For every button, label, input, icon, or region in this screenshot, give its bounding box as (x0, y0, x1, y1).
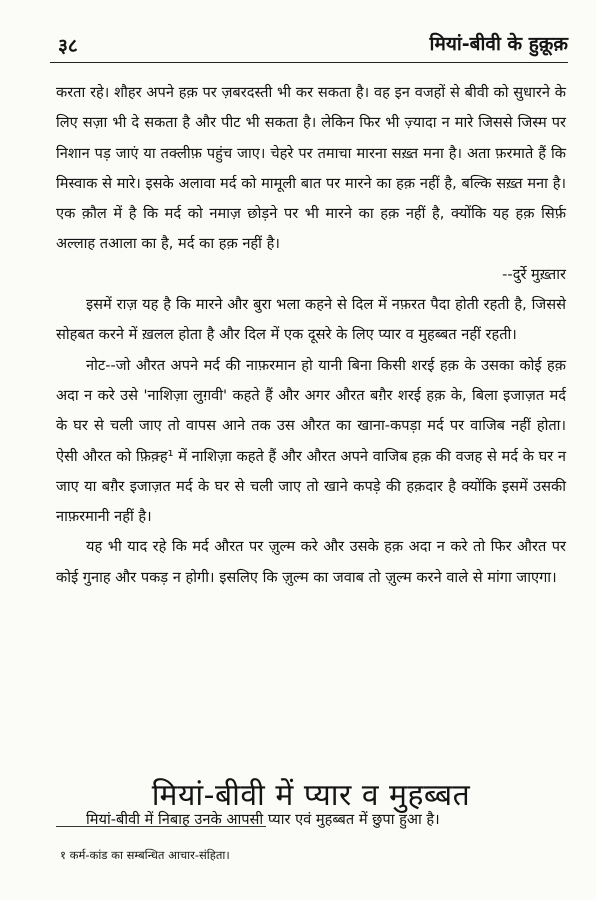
paragraph-1: करता रहे। शौहर अपने हक़ पर ज़बरदस्ती भी कर सकता है। वह इन वजहों से बीवी को सुधारने के लिए सज़ा भी दे सकता है और पीट भी सकता है। लेकिन फिर भी ज़्यादा न मारे जिससे जिस्म पर निशान पड़ जाएं या तक्लीफ़ पहुंच जाए। चेहरे पर तमाचा मारना सख़्त मना है। अता फ़रमाते हैं कि मिस्वाक से मारे। इसके अलावा मर्द को मामूली बात पर मारने का हक़ नहीं है, बल्कि सख़्त मना है। एक क़ौल में है कि मर्द को नमाज़ छोड़ने पर भी मारने का हक़ नहीं है, क्योंकि यह हक़ सिर्फ़ अल्लाह तआला का है, मर्द का हक़ नहीं है। (56, 84, 566, 253)
footnote: १ कर्म-कांड का सम्बन्धित आचार-संहिता। (60, 847, 230, 862)
paragraph-3-note: नोट--जो औरत अपने मर्द की नाफ़रमान हो यानी बिना किसी शरई हक़ के उसका कोई हक़ अदा न करे उसे 'नाशिज़ा लुग़वी' कहते हैं और अगर औरत बग़ैर शरई हक़ के, बिला इजाज़त मर्द के घर से चली जाए तो वापस आने तक उस औरत का खाना-कपड़ा मर्द पर वाजिब नहीं होता। ऐसी औरत को फ़िक़्ह¹ में नाशिज़ा कहते हैं और औरत अपने वाजिब हक़ की वजह से मर्द के घर न जाए या बग़ैर इजाज़त मर्द के घर से चली जाए तो खाने कपड़े की हक़दार है क्योंकि इसमें उसकी नाफ़रमानी नहीं है। (56, 356, 566, 526)
section-intro: मियां-बीवी में निबाह उनके आपसी प्यार एवं मुहब्बत में छुपा हुआ है। (86, 810, 440, 828)
page-number: ३८ (58, 35, 78, 57)
body-text (56, 78, 566, 593)
paragraph-2: इसमें राज़ यह है कि मारने और बुरा भला कहने से दिल में नफ़रत पैदा होती रहती है, जिससे सोहबत करने में ख़लल होता है और दिल में एक दूसरे के लिए प्यार व मुहब्बत नहीं रहती। (56, 296, 566, 344)
paragraph-4: यह भी याद रहे कि मर्द औरत पर ज़ुल्म करे और उसके हक़ अदा न करे तो फिर औरत पर कोई गुनाह और पकड़ न होगी। इसलिए कि ज़ुल्म का जवाब तो ज़ुल्म करने वाले से मांगा जाएगा। (56, 538, 566, 586)
citation: --दुर्रे मुख़्तार (502, 265, 566, 283)
page-header (50, 28, 568, 63)
running-title: मियां-बीवी के हुक़ूक़ (429, 33, 568, 55)
section-heading: मियां-बीवी में प्यार व मुहब्बत (151, 777, 471, 813)
footnote-divider (56, 826, 266, 827)
